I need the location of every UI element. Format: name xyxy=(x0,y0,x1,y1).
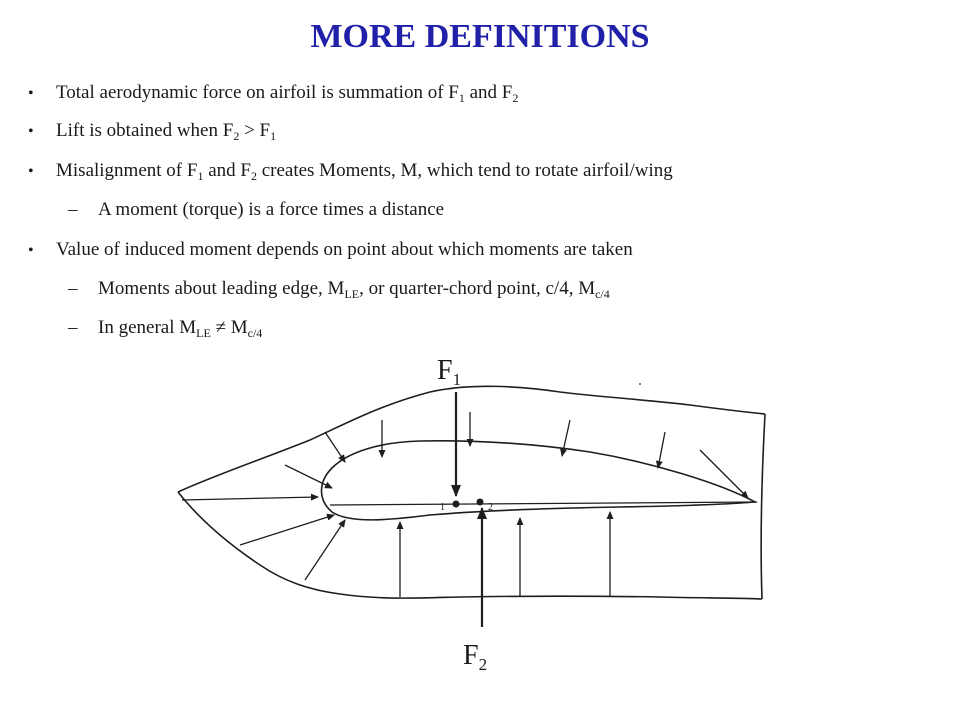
dash-marker: – xyxy=(68,317,78,338)
f2-label xyxy=(463,640,487,672)
subscript: 1 xyxy=(458,91,465,105)
dash-marker: – xyxy=(68,199,78,220)
subscript: 2 xyxy=(512,91,519,105)
bullet-text: A moment (torque) is a force times a distance xyxy=(98,199,445,220)
subscript: 1 xyxy=(197,169,204,183)
subscript: c/4 xyxy=(595,287,610,301)
bullet-text: In general M xyxy=(98,317,197,338)
f2-subscript: 2 xyxy=(478,655,488,674)
pressure-envelope-te xyxy=(761,414,765,599)
bullet-text: Value of induced moment depends on point about which moments are taken xyxy=(56,239,633,260)
bullet-text-mid: and F xyxy=(203,160,251,181)
bullet-text: Misalignment of F xyxy=(56,160,198,181)
bullet-text: Lift is obtained when F xyxy=(56,120,234,141)
subscript: 2 xyxy=(250,169,257,183)
point-2-dot xyxy=(477,499,484,506)
bullet-dot: • xyxy=(28,163,34,180)
point-1-dot xyxy=(453,501,460,508)
bullet-text-mid: ≠ M xyxy=(210,317,248,338)
bullet-text: Total aerodynamic force on airfoil is summation of F xyxy=(56,82,459,103)
subscript: c/4 xyxy=(247,326,263,340)
point-1-label: 1 xyxy=(440,502,445,513)
pressure-envelope-upper xyxy=(178,386,765,492)
bullet-dot: • xyxy=(28,123,34,140)
f1-subscript: 1 xyxy=(452,370,462,389)
bullet-dot: • xyxy=(28,242,34,259)
pressure-envelope-lower xyxy=(178,492,762,599)
subscript: 2 xyxy=(233,129,240,143)
f2-letter: F xyxy=(463,640,479,671)
bullet-text-mid: > F xyxy=(239,120,271,141)
airfoil-profile xyxy=(322,441,756,520)
bullet-dot: • xyxy=(28,85,34,102)
dash-marker: – xyxy=(68,278,78,299)
bullet-text: Moments about leading edge, M xyxy=(98,278,345,299)
subscript: 1 xyxy=(270,129,277,143)
f1-letter: F xyxy=(437,355,453,386)
speck-dot xyxy=(639,383,641,385)
subscript: LE xyxy=(344,287,360,301)
point-2-label: 2 xyxy=(488,502,493,513)
bullet-text-mid: , or quarter-chord point, c/4, M xyxy=(359,278,596,299)
f1-label xyxy=(437,355,461,387)
subscript: LE xyxy=(196,326,211,340)
bullet-text-end: creates Moments, M, which tend to rotate airfoil/wing xyxy=(256,160,673,181)
slide-title: MORE DEFINITIONS xyxy=(310,18,650,55)
bullet-text-mid: and F xyxy=(464,82,513,103)
